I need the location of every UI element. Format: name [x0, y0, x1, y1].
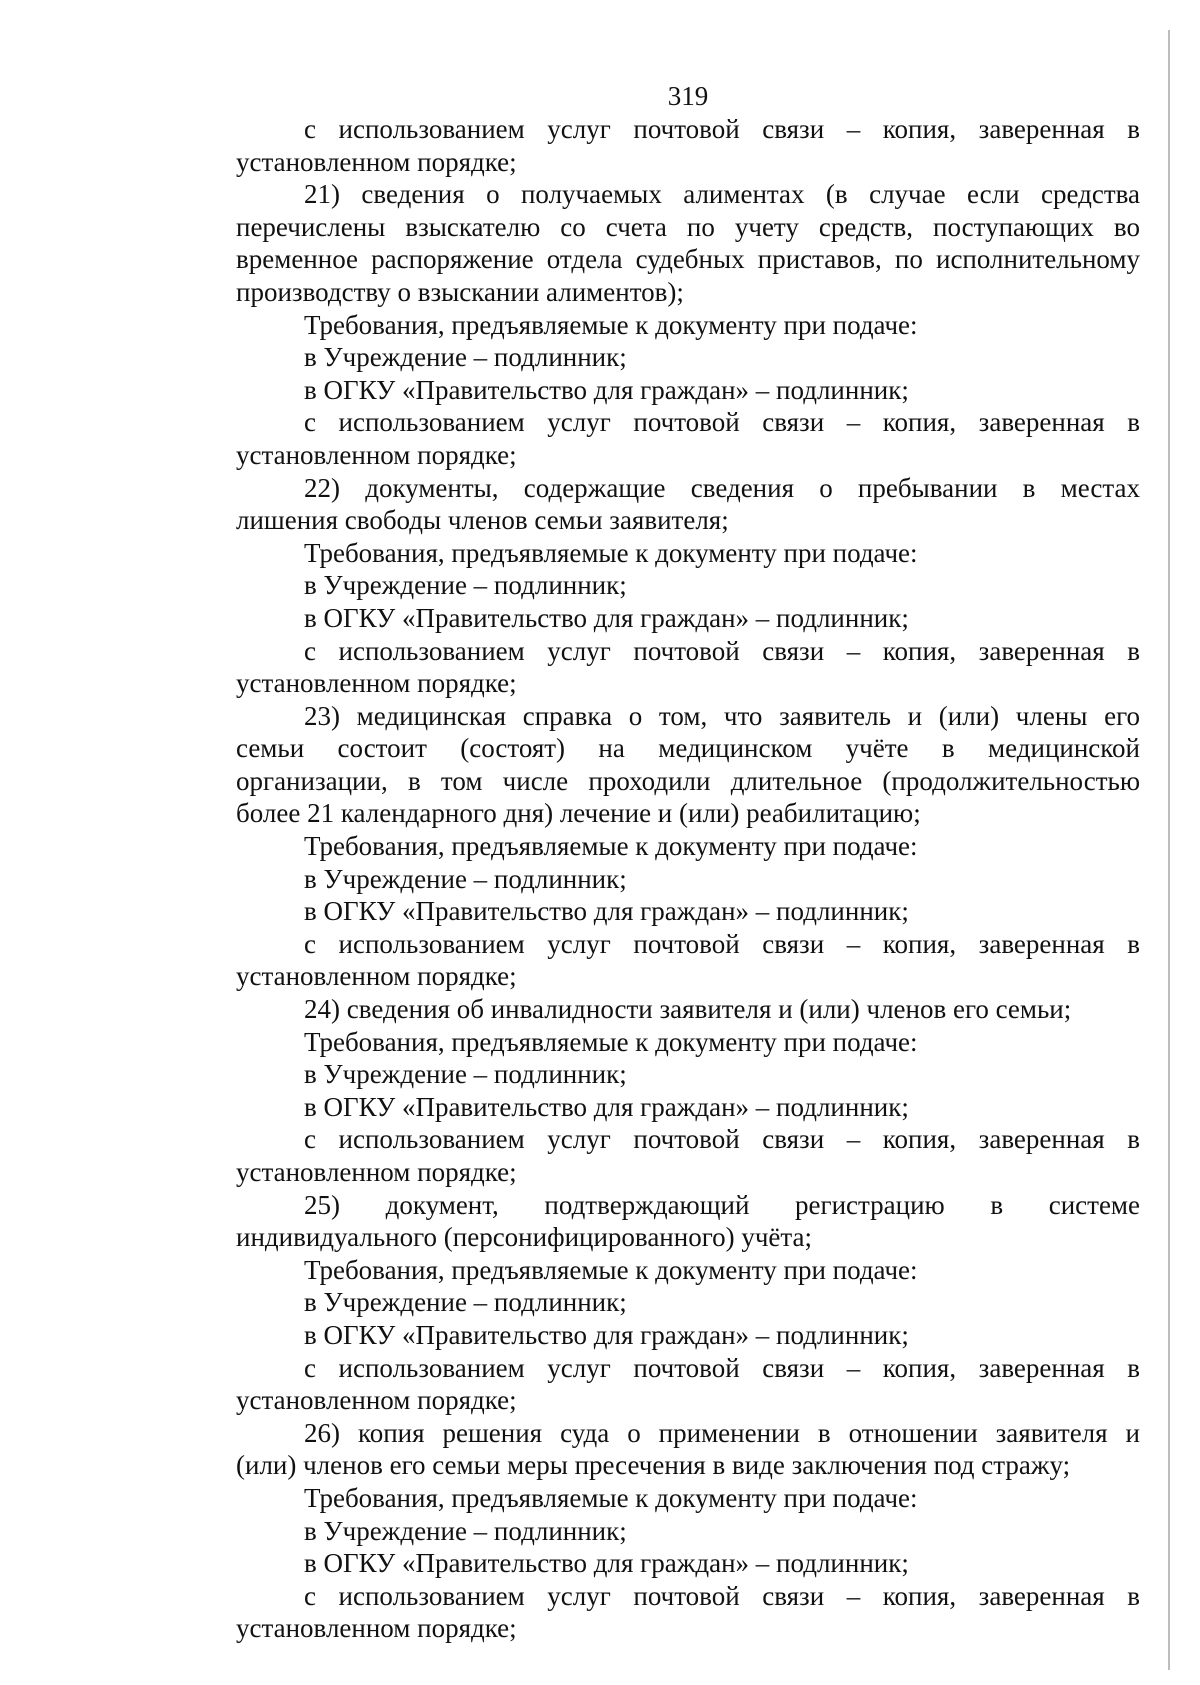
- text-line: в ОГКУ «Правительство для граждан» – подлинник;: [304, 896, 909, 927]
- text-line: в Учреждение – подлинник;: [304, 1287, 627, 1318]
- text-line: установленном порядке;: [236, 439, 517, 470]
- text-line: временное распоряжение отдела судебных приставов, по исполнительному: [236, 244, 1140, 275]
- text-line: производству о взыскании алиментов);: [236, 276, 684, 307]
- text-line: (или) членов его семьи меры пресечения в виде заключения под стражу;: [236, 1450, 1071, 1481]
- text-line: Требования, предъявляемые к документу при подаче:: [304, 1026, 918, 1057]
- text-line: в ОГКУ «Правительство для граждан» – подлинник;: [304, 1319, 909, 1350]
- text-line: установленном порядке;: [236, 961, 517, 992]
- text-line: в Учреждение – подлинник;: [304, 1515, 627, 1546]
- text-line: установленном порядке;: [236, 668, 517, 699]
- text-line: более 21 календарного дня) лечение и (или) реабилитацию;: [236, 798, 921, 829]
- scan-edge-line: [1168, 30, 1170, 1670]
- text-line: в ОГКУ «Правительство для граждан» – подлинник;: [304, 374, 909, 405]
- text-line: индивидуального (персонифицированного) учёта;: [236, 1222, 813, 1253]
- text-line: с использованием услуг почтовой связи – копия, заверенная в: [304, 1124, 1140, 1155]
- text-line: установленном порядке;: [236, 146, 517, 177]
- text-line: Требования, предъявляемые к документу при подаче:: [304, 1482, 918, 1513]
- text-line: в ОГКУ «Правительство для граждан» – подлинник;: [304, 1091, 909, 1122]
- text-line: в Учреждение – подлинник;: [304, 570, 627, 601]
- text-line: с использованием услуг почтовой связи – копия, заверенная в: [304, 1580, 1140, 1611]
- text-line: в Учреждение – подлинник;: [304, 1059, 627, 1090]
- document-body: [236, 113, 1140, 1645]
- text-line: перечислены взыскателю со счета по учету средств, поступающих во: [236, 211, 1140, 242]
- text-line: Требования, предъявляемые к документу при подаче:: [304, 309, 918, 340]
- text-line: лишения свободы членов семьи заявителя;: [236, 505, 729, 536]
- text-line: в Учреждение – подлинник;: [304, 863, 627, 894]
- text-line: 25) документ, подтверждающий регистрацию в системе: [304, 1189, 1140, 1220]
- text-line: установленном порядке;: [236, 1613, 517, 1644]
- text-line: Требования, предъявляемые к документу при подаче:: [304, 537, 918, 568]
- text-line: с использованием услуг почтовой связи – копия, заверенная в: [304, 635, 1140, 666]
- text-line: с использованием услуг почтовой связи – копия, заверенная в: [304, 1352, 1140, 1383]
- text-line: семьи состоит (состоят) на медицинском учёте в медицинской: [236, 733, 1140, 764]
- text-line: 24) сведения об инвалидности заявителя и (или) членов его семьи;: [304, 994, 1072, 1025]
- text-line: в ОГКУ «Правительство для граждан» – подлинник;: [304, 602, 909, 633]
- text-line: 22) документы, содержащие сведения о пребывании в местах: [304, 472, 1140, 503]
- text-line: в ОГКУ «Правительство для граждан» – подлинник;: [304, 1548, 909, 1579]
- text-line: 21) сведения о получаемых алиментах (в случае если средства: [304, 179, 1140, 210]
- text-line: организации, в том числе проходили длительное (продолжительностью: [236, 765, 1140, 796]
- text-line: Требования, предъявляемые к документу при подаче:: [304, 831, 918, 862]
- page-number: 319: [667, 81, 709, 111]
- text-line: с использованием услуг почтовой связи – копия, заверенная в: [304, 114, 1140, 144]
- text-line: с использованием услуг почтовой связи – копия, заверенная в: [304, 407, 1140, 438]
- text-line: установленном порядке;: [236, 1157, 517, 1187]
- text-line: Требования, предъявляемые к документу при подаче:: [304, 1254, 918, 1285]
- text-line: в Учреждение – подлинник;: [304, 342, 627, 373]
- text-line: с использованием услуг почтовой связи – копия, заверенная в: [304, 928, 1140, 959]
- text-line: установленном порядке;: [236, 1385, 517, 1416]
- text-line: 26) копия решения суда о применении в отношении заявителя и: [304, 1417, 1140, 1448]
- text-line: 23) медицинская справка о том, что заявитель и (или) члены его: [304, 700, 1140, 731]
